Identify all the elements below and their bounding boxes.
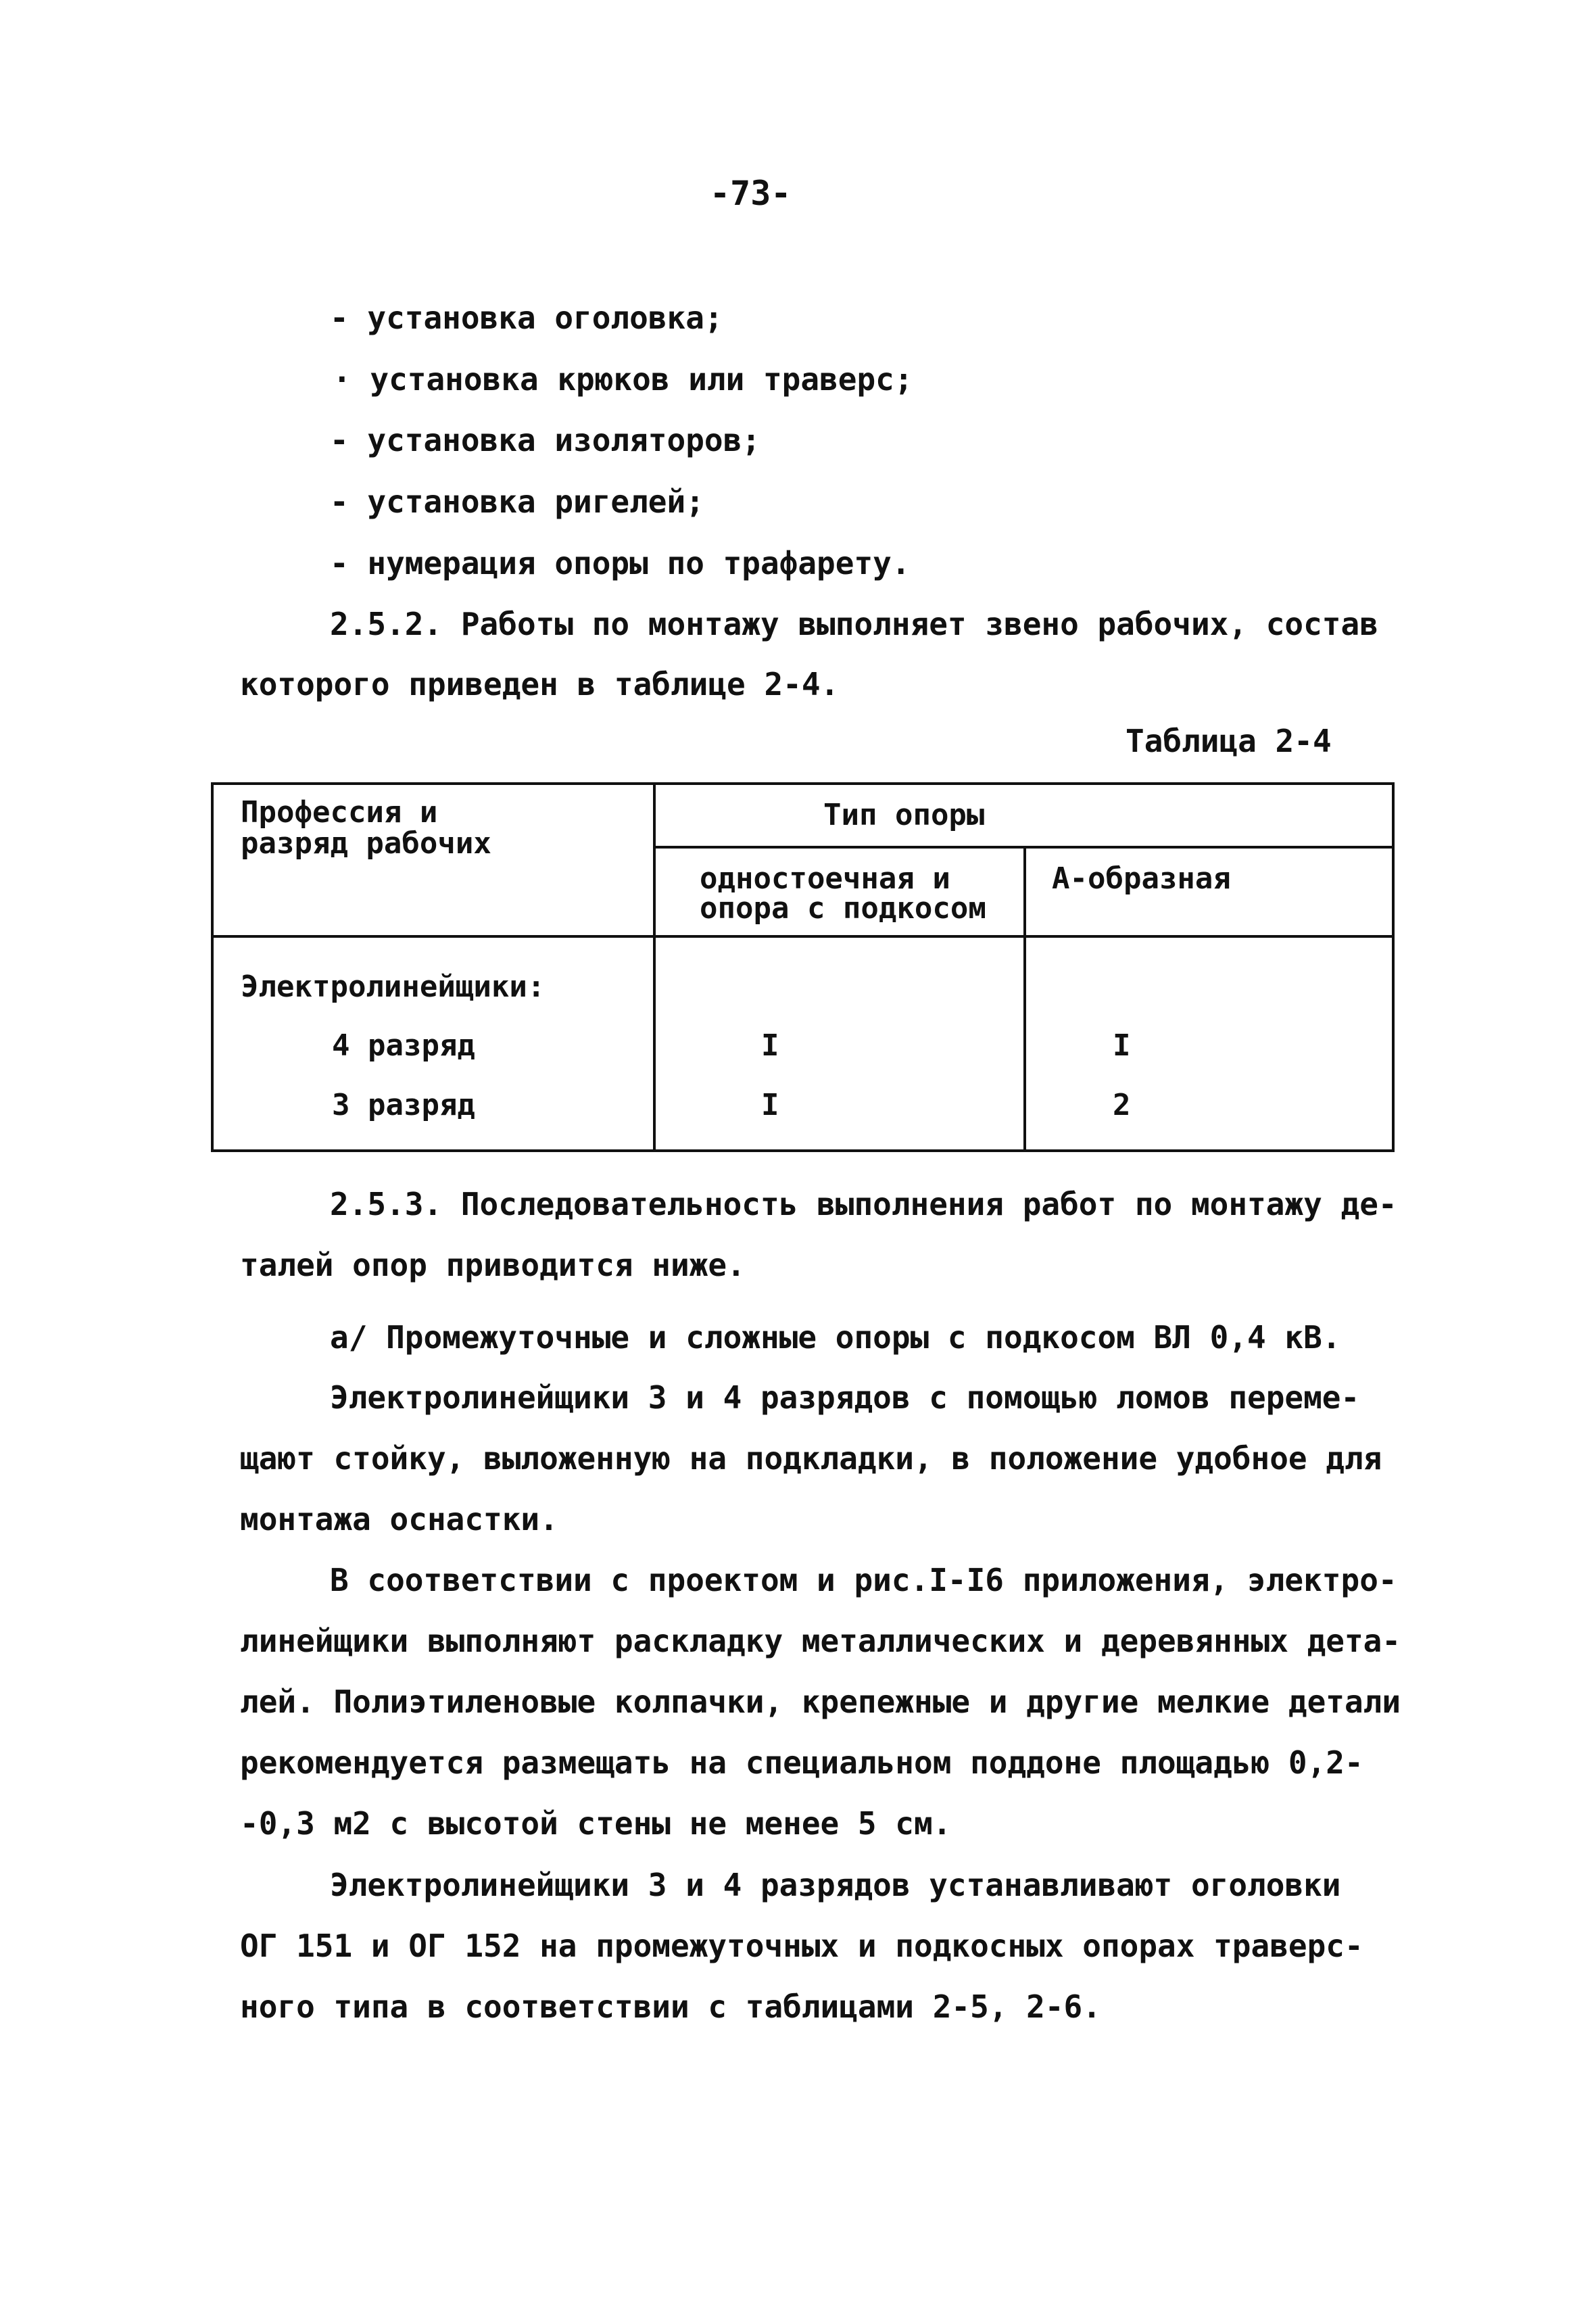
paragraph-line: линейщики выполняют раскладку металлических и деревянных дета- <box>240 1623 1401 1659</box>
paragraph-line: ОГ 151 и ОГ 152 на промежуточных и подкосных опорах траверс- <box>240 1928 1363 1964</box>
table-cell: 2 <box>1113 1088 1131 1122</box>
table-cell: I <box>761 1028 779 1063</box>
paragraph-line: В соответствии с проектом и рис.I-I6 приложения, электро- <box>330 1562 1397 1598</box>
paragraph-line: талей опор приводится ниже. <box>240 1247 746 1283</box>
subsection-heading: а/ Промежуточные и сложные опоры с подкосом ВЛ 0,4 кВ. <box>330 1319 1341 1356</box>
list-item: · установка крюков или траверс; <box>333 361 913 398</box>
row-label: 4 разряд <box>332 1028 475 1063</box>
header-a-frame-label: А-образная <box>1052 861 1231 896</box>
table-body-labels <box>212 936 654 1151</box>
header-a-frame <box>1025 847 1393 936</box>
list-item: - установка изоляторов; <box>330 422 760 458</box>
list-item: - установка ригелей; <box>330 483 704 520</box>
paragraph-line: рекомендуется размещать на специальном поддоне площадью 0,2- <box>240 1744 1363 1781</box>
category-label: Электролинейщики: <box>241 970 546 1004</box>
paragraph-line: ного типа в соответствии с таблицами 2-5, 2-6. <box>240 1988 1101 2025</box>
table-body-col1 <box>654 936 1025 1151</box>
header-single-pole-line2: опора с подкосом <box>700 891 986 926</box>
table-caption: Таблица 2-4 <box>1126 723 1332 759</box>
table-cell: I <box>761 1088 779 1122</box>
page-number: -73- <box>710 174 792 213</box>
table-cell: I <box>1113 1028 1131 1063</box>
header-profession-line2: разряд рабочих <box>241 826 491 861</box>
header-profession-line1: Профессия и <box>241 795 438 830</box>
header-single-pole <box>654 847 1025 936</box>
paragraph-line: щают стойку, выложенную на подкладки, в положение удобное для <box>240 1440 1382 1477</box>
paragraph-line: монтажа оснастки. <box>240 1501 558 1537</box>
paragraph-line: 2.5.2. Работы по монтажу выполняет звено рабочих, состав <box>330 606 1378 642</box>
paragraph-line: -0,3 м2 с высотой стены не менее 5 см. <box>240 1805 952 1842</box>
list-item: - установка оголовка; <box>330 300 723 336</box>
workers-table <box>211 782 1395 1152</box>
header-profession <box>212 784 654 936</box>
header-support-type-label: Тип опоры <box>823 798 985 832</box>
table-body-col2 <box>1025 936 1393 1151</box>
paragraph-line: 2.5.3. Последовательность выполнения работ по монтажу де- <box>330 1186 1397 1222</box>
paragraph-line: которого приведен в таблице 2-4. <box>240 666 840 702</box>
row-label: 3 разряд <box>332 1088 475 1122</box>
paragraph-line: лей. Полиэтиленовые колпачки, крепежные и другие мелкие детали <box>240 1684 1401 1720</box>
list-item: - нумерация опоры по трафарету. <box>330 545 911 581</box>
paragraph-line: Электролинейщики 3 и 4 разрядов с помощью ломов переме- <box>330 1379 1360 1416</box>
header-support-type <box>654 784 1393 847</box>
paragraph-line: Электролинейщики 3 и 4 разрядов устанавливают оголовки <box>330 1867 1341 1903</box>
header-single-pole-line1: одностоечная и <box>700 861 950 896</box>
